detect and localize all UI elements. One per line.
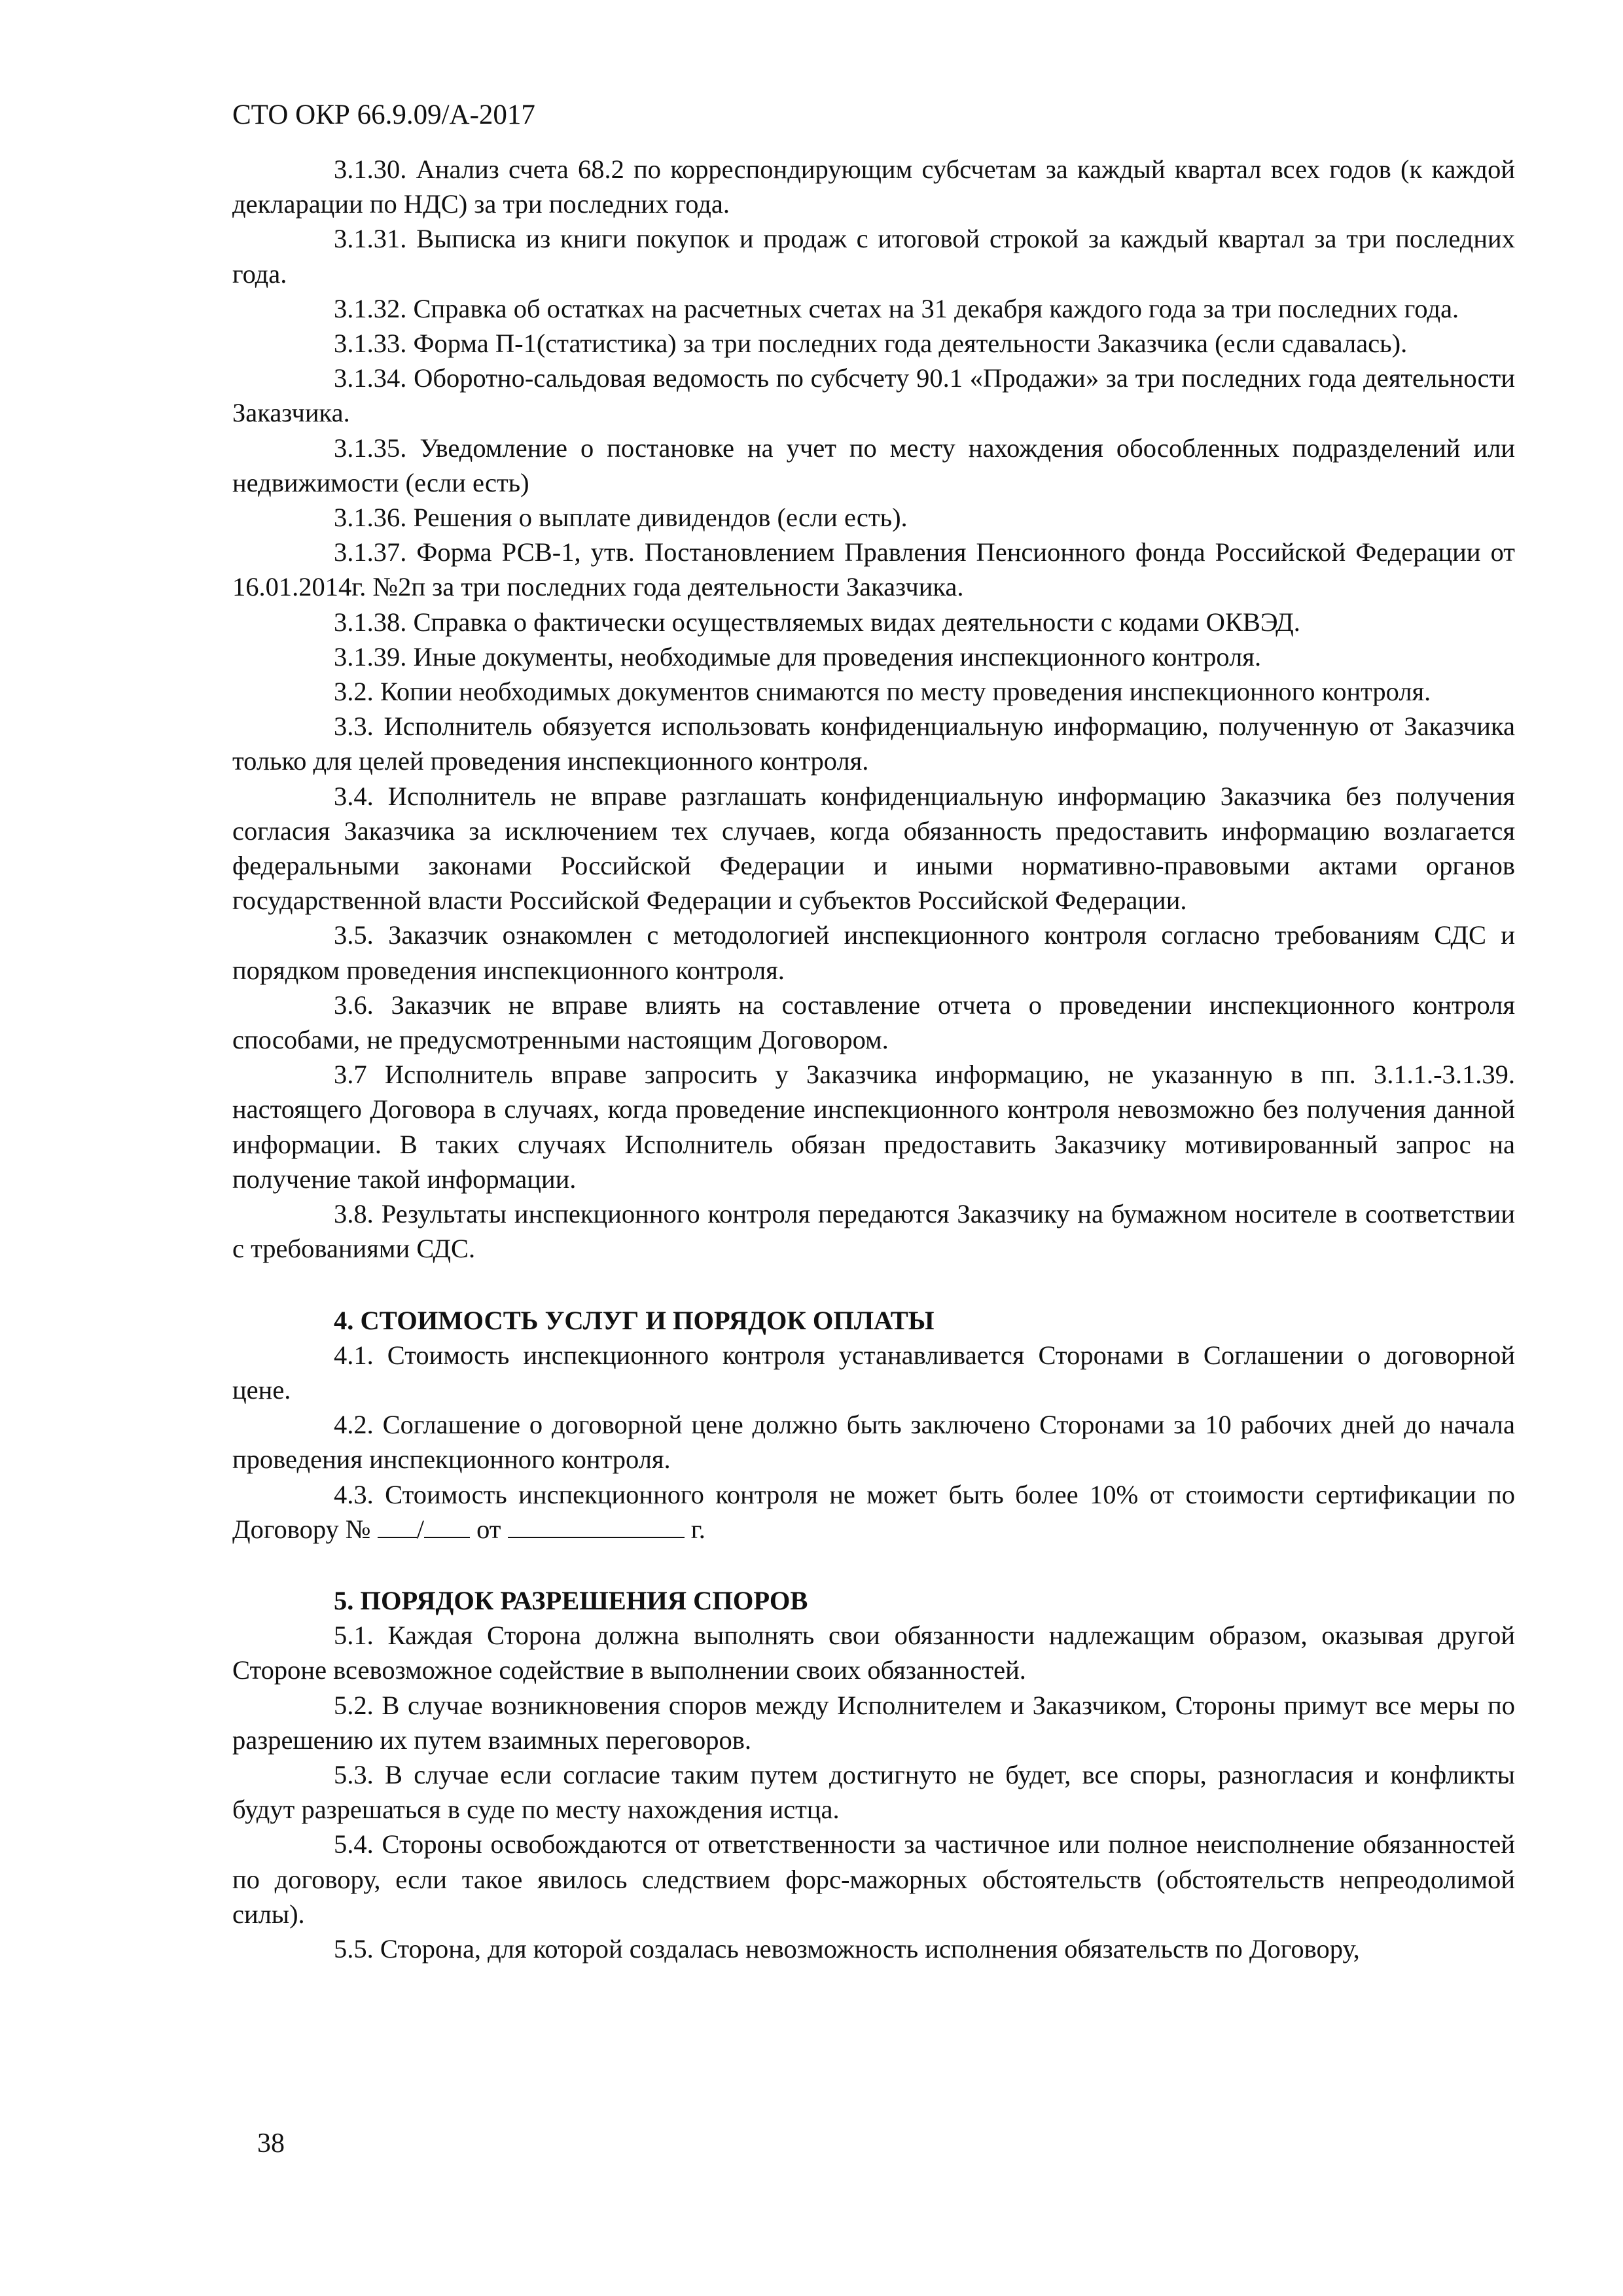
paragraph-4-2: 4.2. Соглашение о договорной цене должно быть заключено Сторонами за 10 рабочих дней до начала проведения инспекционного контроля. bbox=[232, 1410, 1515, 1475]
paragraph-5-5: 5.5. Сторона, для которой создалась невозможность исполнения обязательств по Договору, bbox=[334, 1933, 1360, 1964]
contract-year-suffix: г. bbox=[690, 1514, 705, 1544]
section-5-heading: 5. ПОРЯДОК РАЗРЕШЕНИЯ СПОРОВ bbox=[334, 1585, 808, 1615]
paragraph-3-2: 3.2. Копии необходимых документов снимаются по месту проведения инспекционного контроля. bbox=[334, 677, 1431, 707]
contract-number-blank bbox=[378, 1515, 417, 1538]
paragraph-5-1: 5.1. Каждая Сторона должна выполнять свои обязанности надлежащим образом, оказывая другой Стороне всевозможное содействие в выполнении своих обязанностей. bbox=[232, 1621, 1515, 1685]
paragraph-3-1-33: 3.1.33. Форма П-1(статистика) за три последних года деятельности Заказчика (если сдавалась). bbox=[334, 329, 1408, 359]
paragraph-3-1-35: 3.1.35. Уведомление о постановке на учет по месту нахождения обособленных подразделений или недвижимости (если есть) bbox=[232, 433, 1515, 497]
document-body bbox=[232, 152, 1515, 1966]
paragraph-4-3-text: 4.3. Стоимость инспекционного контроля не может быть более 10% от стоимости сертификации по Договору № bbox=[232, 1479, 1515, 1544]
paragraph-3-4: 3.4. Исполнитель не вправе разглашать конфиденциальную информацию Заказчика без получения согласия Заказчика за исключением тех случаев, когда обязанность предоставить информацию возлагается федеральными законами Российской Федерации и иными нормативно-правовыми актами органов государственной власти Российской Федерации и субъектов Российской Федерации. bbox=[232, 781, 1515, 916]
contract-number-slash: / bbox=[416, 1514, 424, 1544]
paragraph-3-1-32: 3.1.32. Справка об остатках на расчетных счетах на 31 декабря каждого года за три последних года. bbox=[334, 293, 1459, 323]
page-number: 38 bbox=[257, 2128, 285, 2159]
paragraph-3-1-38: 3.1.38. Справка о фактически осуществляемых видах деятельности с кодами ОКВЭД. bbox=[334, 607, 1300, 637]
section-3-items bbox=[232, 152, 1515, 1266]
document-code-header: СТО ОКР 66.9.09/А-2017 bbox=[232, 99, 535, 130]
paragraph-4-1: 4.1. Стоимость инспекционного контроля устанавливается Сторонами в Соглашении о договорной цене. bbox=[232, 1340, 1515, 1405]
paragraph-3-3: 3.3. Исполнитель обязуется использовать конфиденциальную информацию, полученную от Заказчика только для целей проведения инспекционного контроля. bbox=[232, 711, 1515, 776]
contract-date-blank bbox=[508, 1515, 685, 1538]
paragraph-5-3: 5.3. В случае если согласие таким путем достигнуто не будет, все споры, разногласия и конфликты будут разрешаться в суде по месту нахождения истца. bbox=[232, 1759, 1515, 1825]
paragraph-3-8: 3.8. Результаты инспекционного контроля передаются Заказчику на бумажном носителе в соответствии с требованиями СДС. bbox=[232, 1199, 1515, 1264]
paragraph-3-1-36: 3.1.36. Решения о выплате дивидендов (если есть). bbox=[334, 503, 908, 533]
paragraph-3-1-30: 3.1.30. Анализ счета 68.2 по корреспондирующим субсчетам за каждый квартал всех годов (к каждой декларации по НДС) за три последних года. bbox=[232, 154, 1515, 219]
paragraph-3-6: 3.6. Заказчик не вправе влиять на составление отчета о проведении инспекционного контроля способами, не предусмотренными настоящим Договором. bbox=[232, 990, 1515, 1055]
paragraph-3-1-39: 3.1.39. Иные документы, необходимые для проведения инспекционного контроля. bbox=[334, 641, 1262, 672]
section-4-items bbox=[232, 1338, 1515, 1547]
section-5-items bbox=[232, 1618, 1515, 1966]
paragraph-4-3 bbox=[232, 1477, 1515, 1547]
section-4-heading: 4. СТОИМОСТЬ УСЛУГ И ПОРЯДОК ОПЛАТЫ bbox=[334, 1305, 935, 1335]
paragraph-3-1-34: 3.1.34. Оборотно-сальдовая ведомость по субсчету 90.1 «Продажи» за три последних года деятельности Заказчика. bbox=[232, 363, 1515, 428]
paragraph-3-1-37: 3.1.37. Форма РСВ-1, утв. Постановлением Правления Пенсионного фонда Российской Федерации от 16.01.2014г. №2п за три последних года деятельности Заказчика. bbox=[232, 537, 1515, 602]
paragraph-5-2: 5.2. В случае возникновения споров между Исполнителем и Заказчиком, Стороны примут все меры по разрешению их путем взаимных переговоров. bbox=[232, 1690, 1515, 1755]
paragraph-3-1-31: 3.1.31. Выписка из книги покупок и продаж с итоговой строкой за каждый квартал за три последних года. bbox=[232, 224, 1515, 289]
paragraph-3-5: 3.5. Заказчик ознакомлен с методологией инспекционного контроля согласно требованиям СДС и порядком проведения инспекционного контроля. bbox=[232, 920, 1515, 985]
paragraph-5-4: 5.4. Стороны освобождаются от ответственности за частичное или полное неисполнение обязанностей по договору, если такое явилось следствием форс-мажорных обстоятельств (обстоятельств непреодолимой силы). bbox=[232, 1829, 1515, 1929]
paragraph-3-7: 3.7 Исполнитель вправе запросить у Заказчика информацию, не указанную в пп. 3.1.1.-3.1.39. настоящего Договора в случаях, когда проведение инспекционного контроля невозможно без получения данной информации. В таких случаях Исполнитель обязан предоставить Заказчику мотивированный запрос на получение такой информации. bbox=[232, 1060, 1515, 1194]
contract-date-prefix: от bbox=[476, 1514, 501, 1544]
contract-number-suffix-blank bbox=[424, 1515, 470, 1538]
